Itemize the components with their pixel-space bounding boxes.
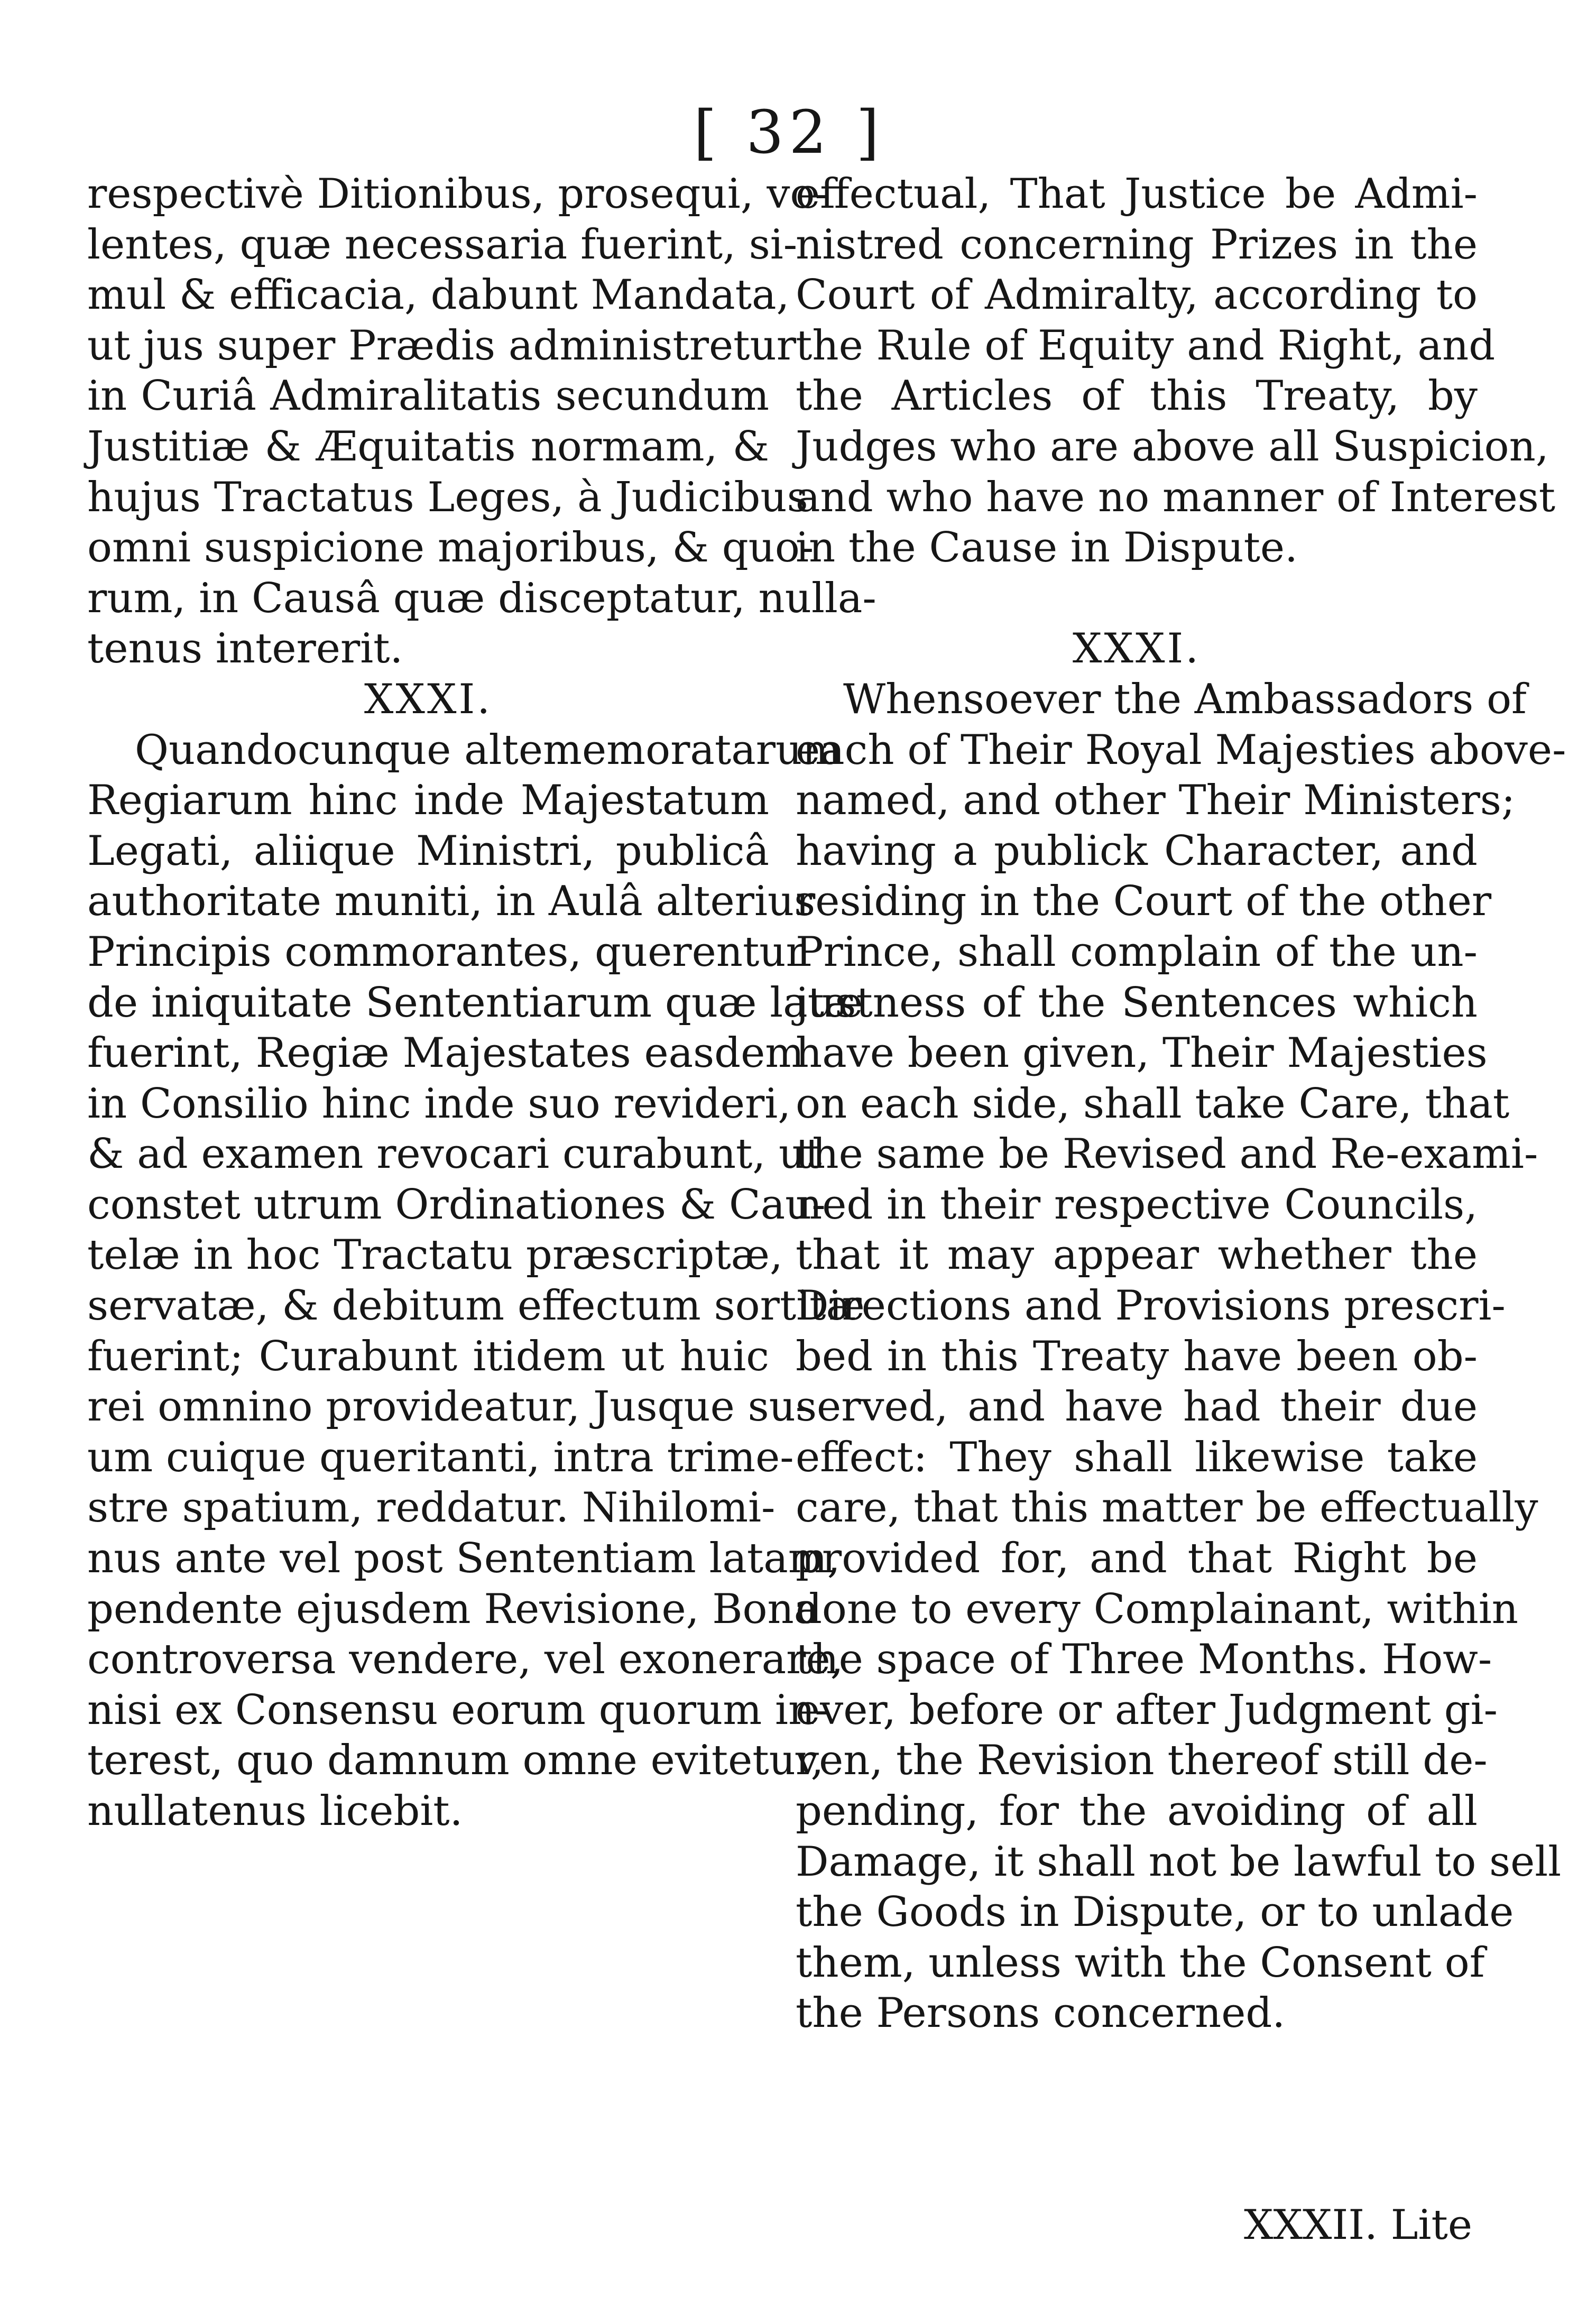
english-line: Prince, shall complain of the un- xyxy=(796,928,1478,976)
catchword: XXXII. Lite xyxy=(1243,2201,1472,2249)
latin-line: Regiarum hinc inde Majestatum xyxy=(87,777,769,825)
english-line: the Rule of Equity and Right, and xyxy=(796,321,1496,370)
english-line: the Goods in Dispute, or to unlade xyxy=(796,1888,1514,1936)
english-line: ever, before or after Judgment gi- xyxy=(796,1686,1498,1734)
english-line: each of Their Royal Majesties above- xyxy=(796,726,1566,774)
latin-line: mul & efficacia, dabunt Mandata, xyxy=(87,271,790,319)
english-line: Court of Admiralty, according to xyxy=(796,271,1478,319)
latin-line: rum, in Causâ quæ disceptatur, nulla- xyxy=(87,574,876,622)
english-line: care, that this matter be effectually xyxy=(796,1484,1538,1532)
latin-line: rei omnino provideatur, Jusque su- xyxy=(87,1383,810,1431)
english-line: having a publick Character, and xyxy=(796,827,1478,875)
english-line: pending, for the avoiding of all xyxy=(796,1787,1478,1835)
english-text-after xyxy=(796,675,1566,2039)
latin-text-before xyxy=(87,169,876,675)
english-column xyxy=(796,169,1566,2039)
english-line: the space of Three Months. How- xyxy=(796,1636,1492,1684)
page-number: [ 32 ] xyxy=(693,98,885,167)
english-line: named, and other Their Ministers; xyxy=(796,777,1516,825)
latin-line: nullatenus licebit. xyxy=(87,1787,463,1835)
latin-line: Legati, aliique Ministri, publicâ xyxy=(87,827,769,875)
latin-line: controversa vendere, vel exonerare, xyxy=(87,1636,844,1684)
english-line: provided for, and that Right be xyxy=(796,1535,1478,1583)
english-text-before xyxy=(796,169,1556,624)
english-line: Judges who are above all Suspicion, xyxy=(796,422,1549,471)
english-line: Whensoever the Ambassadors of xyxy=(843,675,1527,723)
english-line: that it may appear whether the xyxy=(796,1231,1478,1279)
english-line: nistred concerning Prizes in the xyxy=(796,220,1478,269)
latin-line: nisi ex Consensu eorum quorum in- xyxy=(87,1686,829,1734)
latin-line: terest, quo damnum omne evitetur, xyxy=(87,1737,824,1785)
english-line: have been given, Their Majesties xyxy=(796,1029,1488,1077)
latin-line: nus ante vel post Sententiam latam, xyxy=(87,1535,841,1583)
latin-line: hujus Tractatus Leges, à Judicibus xyxy=(87,473,808,521)
latin-line: authoritate muniti, in Aulâ alterius xyxy=(87,878,816,926)
english-line: on each side, shall take Care, that xyxy=(796,1080,1510,1128)
latin-line: omni suspicione majoribus, & quo- xyxy=(87,524,814,572)
english-line: residing in the Court of the other xyxy=(796,878,1492,926)
english-blank-line xyxy=(796,574,1478,624)
english-line: done to every Complainant, within xyxy=(796,1585,1519,1633)
latin-line: Principis commorantes, querentur xyxy=(87,928,806,976)
latin-line: lentes, quæ necessaria fuerint, si- xyxy=(87,220,798,269)
latin-line: um cuique queritanti, intra trime- xyxy=(87,1433,794,1481)
latin-line: telæ in hoc Tractatu præscriptæ, xyxy=(87,1231,783,1279)
english-line: the Persons concerned. xyxy=(796,1989,1286,2037)
latin-line: de iniquitate Sententiarum quæ latæ xyxy=(87,979,863,1027)
latin-text-after xyxy=(87,725,865,1837)
latin-line: servatæ, & debitum effectum sortitæ xyxy=(87,1282,865,1330)
english-line: in the Cause in Dispute. xyxy=(796,524,1298,572)
english-line: ven, the Revision thereof still de- xyxy=(796,1737,1488,1785)
english-line: bed in this Treaty have been ob- xyxy=(796,1332,1478,1380)
latin-line: Justitiæ & Æquitatis normam, & xyxy=(87,422,769,471)
english-article-heading: XXXI. xyxy=(1072,625,1201,673)
english-line: and who have no manner of Interest xyxy=(796,473,1556,521)
latin-line: in Consilio hinc inde suo revideri, xyxy=(87,1080,791,1128)
latin-column xyxy=(87,169,876,1837)
english-line: served, and have had their due xyxy=(796,1383,1478,1431)
latin-line: pendente ejusdem Revisione, Bona xyxy=(87,1585,819,1633)
latin-line: respectivè Ditionibus, prosequi, vo- xyxy=(87,170,829,218)
english-line: justness of the Sentences which xyxy=(796,979,1478,1027)
latin-line: fuerint, Regiæ Majestates easdem xyxy=(87,1029,805,1077)
english-line: the Articles of this Treaty, by xyxy=(796,372,1478,420)
english-line: Damage, it shall not be lawful to sell xyxy=(796,1838,1562,1886)
english-line: them, unless with the Consent of xyxy=(796,1939,1485,1987)
english-line: the same be Revised and Re-exami- xyxy=(796,1130,1538,1178)
latin-line: tenus intererit. xyxy=(87,625,403,673)
latin-line: & ad examen revocari curabunt, ut xyxy=(87,1130,822,1178)
latin-line: fuerint; Curabunt itidem ut huic xyxy=(87,1332,769,1380)
latin-line: stre spatium, reddatur. Nihilomi- xyxy=(87,1484,776,1532)
latin-line: constet utrum Ordinationes & Cau- xyxy=(87,1181,826,1229)
english-line: Directions and Provisions prescri- xyxy=(796,1282,1506,1330)
english-line: effect: They shall likewise take xyxy=(796,1433,1478,1481)
latin-line: ut jus super Prædis administretur xyxy=(87,321,797,370)
english-line: effectual, That Justice be Admi- xyxy=(796,170,1478,218)
latin-line: Quandocunque altememoratarum xyxy=(135,726,842,774)
latin-line: in Curiâ Admiralitatis secundum xyxy=(87,372,769,420)
english-line: ned in their respective Councils, xyxy=(796,1181,1478,1229)
latin-article-heading: XXXI. xyxy=(364,675,493,723)
